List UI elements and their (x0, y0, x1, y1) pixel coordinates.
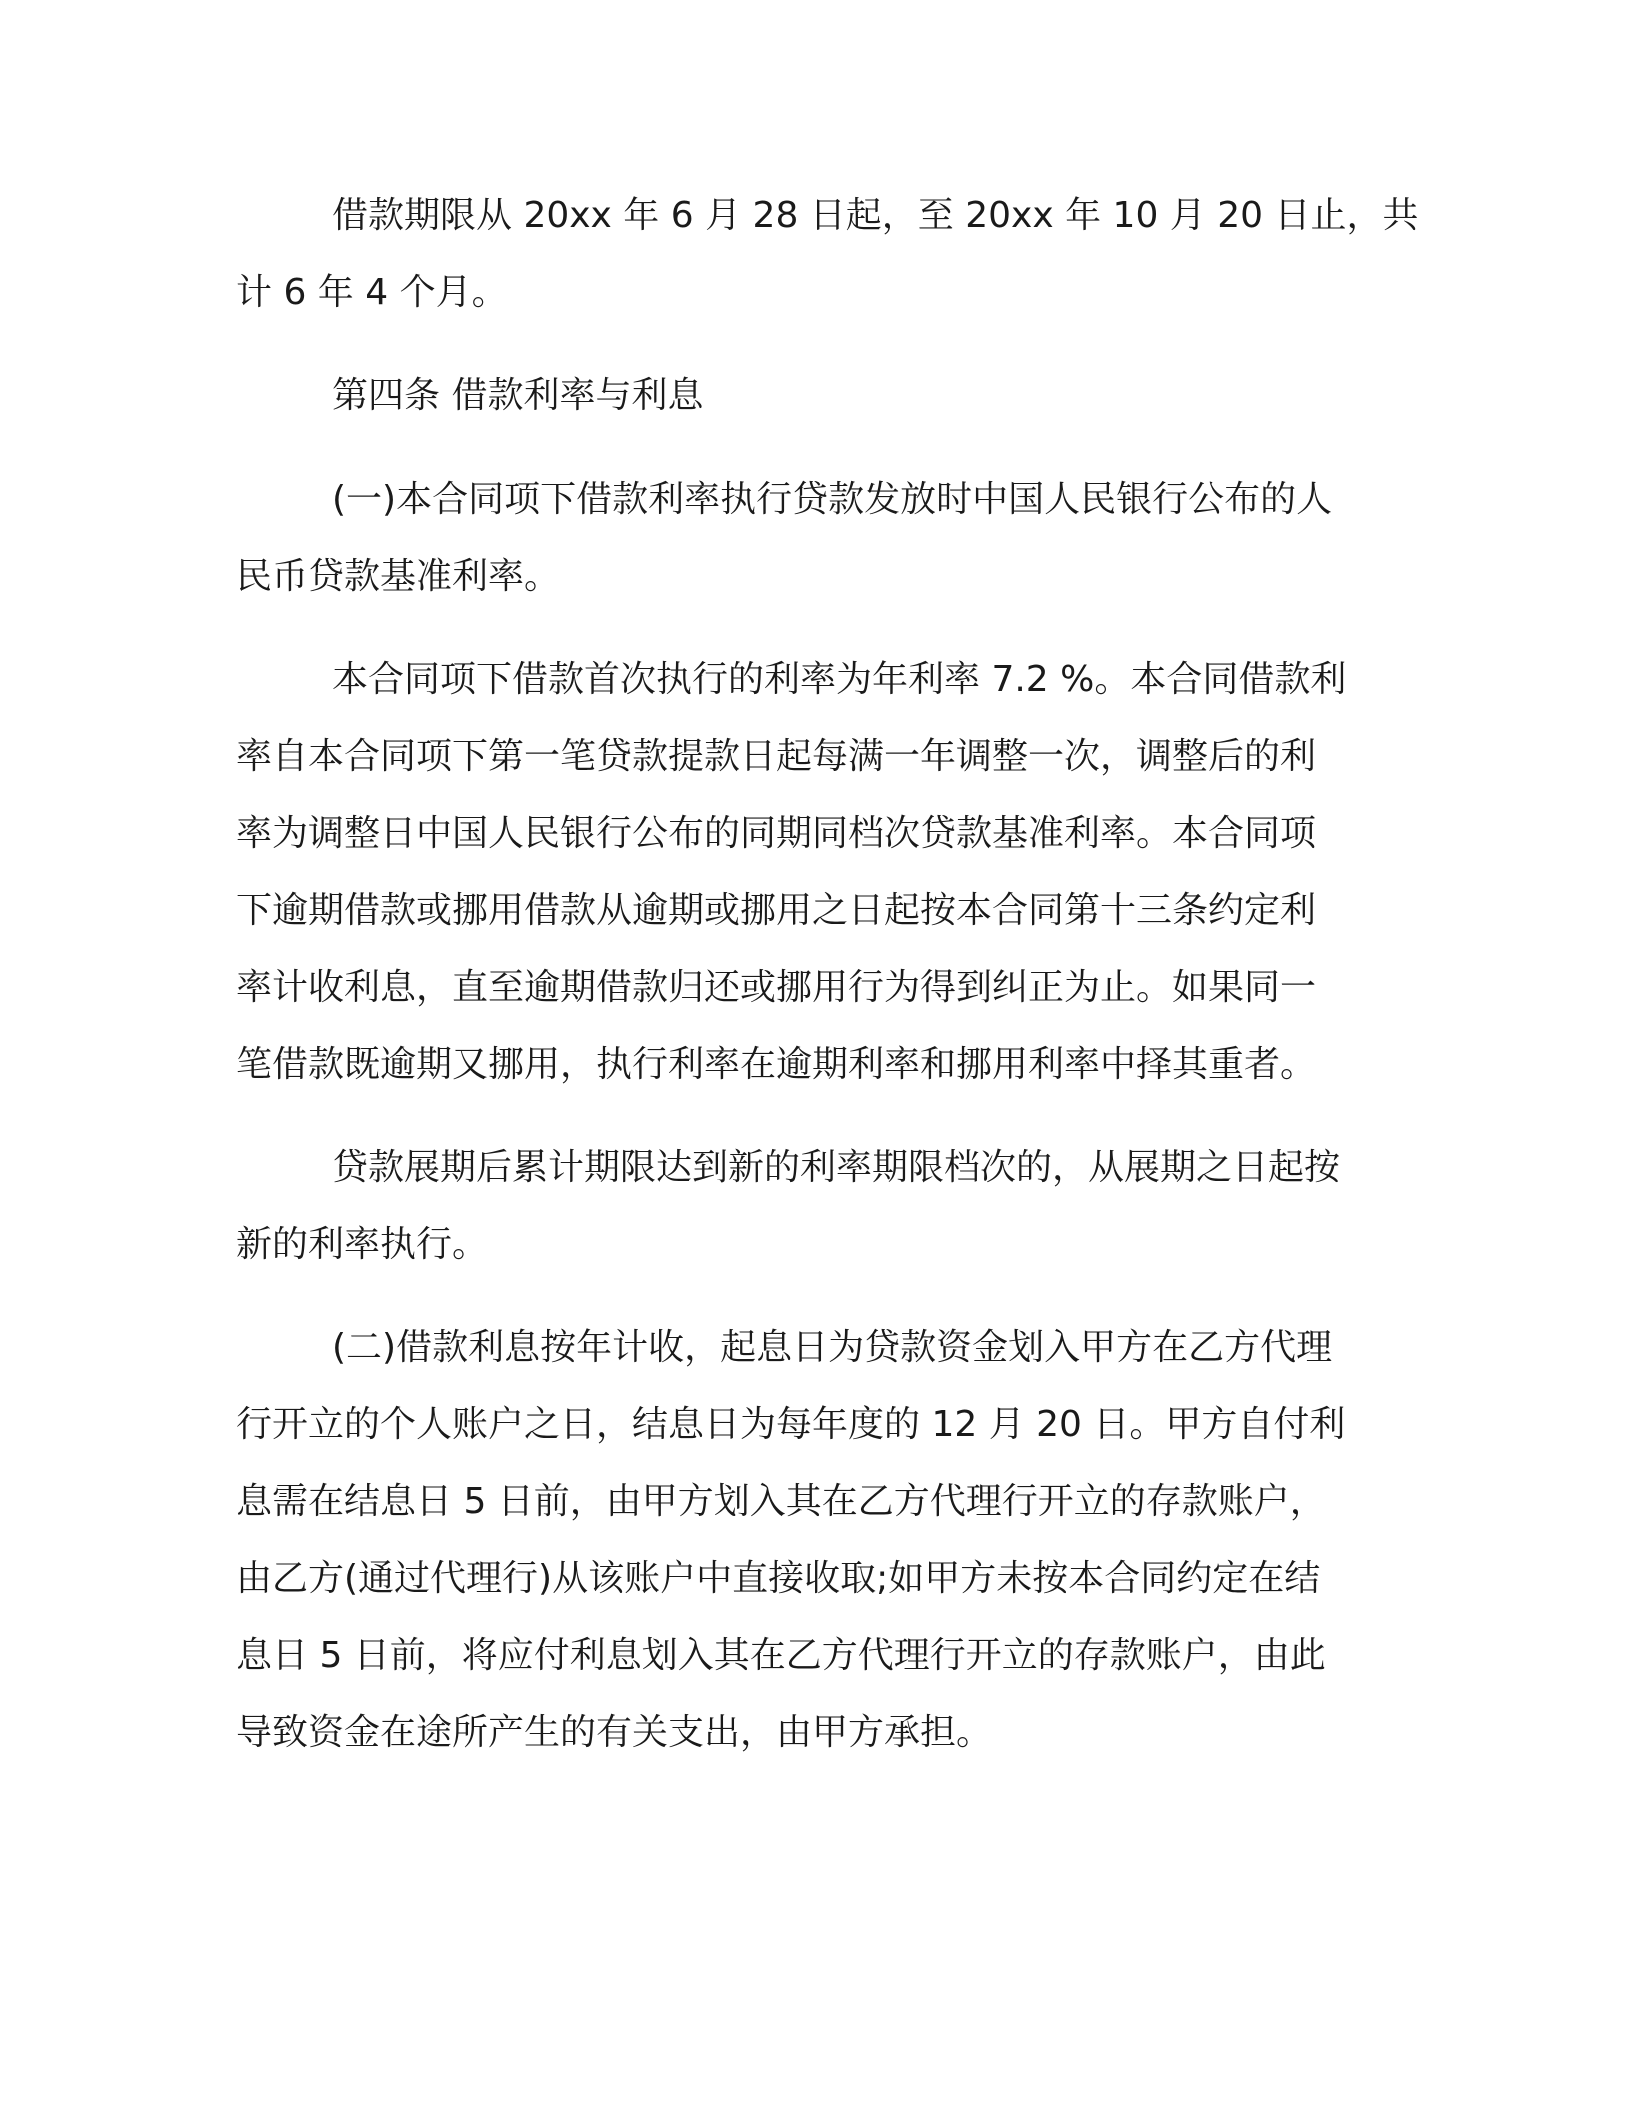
text-line: 贷款展期后累计期限达到新的利率期限档次的，从展期之日起按 (332, 1147, 1341, 1188)
text-line: 民币贷款基准利率。 (236, 556, 561, 597)
text-line: 由乙方(通过代理行)从该账户中直接收取;如甲方未按本合同约定在结 (236, 1558, 1321, 1599)
text-line: 导致资金在途所产生的有关支出，由甲方承担。 (236, 1712, 993, 1753)
text-line: 率为调整日中国人民银行公布的同期同档次贷款基准利率。本合同项 (236, 813, 1317, 854)
text-line: 息日 5 日前，将应付利息划入其在乙方代理行开立的存款账户，由此 (236, 1635, 1326, 1676)
text-line: 息需在结息日 5 日前，由甲方划入其在乙方代理行开立的存款账户， (236, 1481, 1326, 1522)
text-line: 新的利率执行。 (236, 1224, 489, 1265)
text-line: 下逾期借款或挪用借款从逾期或挪用之日起按本合同第十三条约定利 (236, 890, 1317, 931)
text-line: 借款期限从 20xx 年 6 月 28 日起，至 20xx 年 10 月 20 日止，共 (332, 195, 1419, 236)
text-line: 率计收利息，直至逾期借款归还或挪用行为得到纠正为止。如果同一 (236, 967, 1317, 1008)
text-line: (二)借款利息按年计收，起息日为贷款资金划入甲方在乙方代理 (332, 1327, 1333, 1368)
text-line: 率自本合同项下第一笔贷款提款日起每满一年调整一次，调整后的利 (236, 736, 1317, 777)
text-line: 笔借款既逾期又挪用，执行利率在逾期利率和挪用利率中择其重者。 (236, 1044, 1317, 1085)
text-line: (一)本合同项下借款利率执行贷款发放时中国人民银行公布的人 (332, 479, 1333, 520)
text-line: 本合同项下借款首次执行的利率为年利率 7.2 %。本合同借款利 (332, 659, 1347, 700)
text-line: 行开立的个人账户之日，结息日为每年度的 12 月 20 日。甲方自付利 (236, 1404, 1346, 1445)
text-line: 计 6 年 4 个月。 (236, 272, 508, 313)
heading-text: 第四条 借款利率与利息 (332, 375, 704, 416)
